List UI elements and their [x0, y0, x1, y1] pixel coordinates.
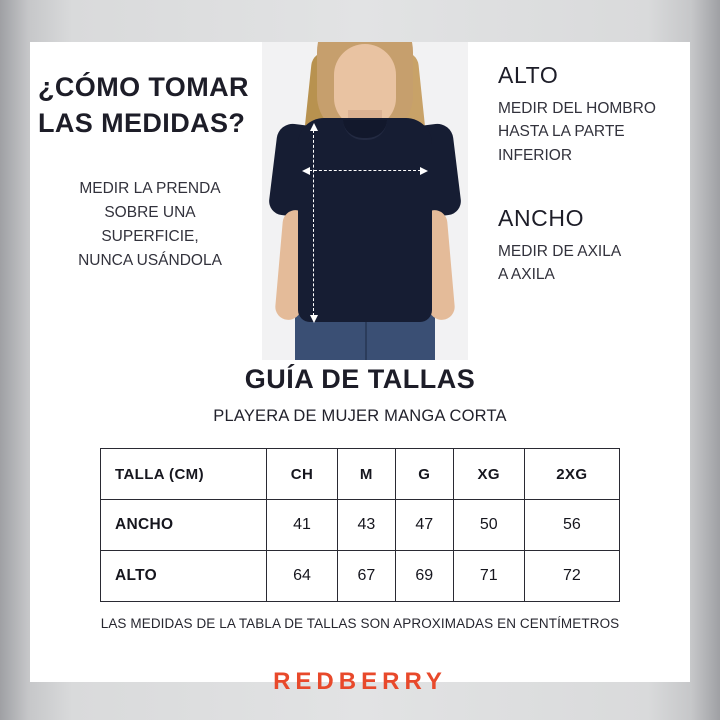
size-table-header-cell: M: [337, 449, 395, 500]
size-table-cell: 64: [267, 551, 338, 602]
tshirt-body: [298, 118, 432, 322]
alto-description-line3: INFERIOR: [498, 146, 573, 164]
size-table-header-cell: CH: [267, 449, 338, 500]
size-guide-section: [30, 364, 690, 631]
how-to-measure-block: [30, 70, 270, 273]
ancho-description: [498, 240, 698, 287]
size-table-header-cell: TALLA (CM): [101, 449, 267, 500]
size-table-header-cell: G: [395, 449, 453, 500]
size-table-cell: 69: [395, 551, 453, 602]
size-guide-card: [30, 42, 690, 682]
size-table-cell: 43: [337, 500, 395, 551]
size-guide-subtitle: PLAYERA DE MUJER MANGA CORTA: [213, 407, 507, 425]
size-table-cell: 72: [524, 551, 619, 602]
alto-description: [498, 97, 698, 167]
size-table-cell: 50: [453, 500, 524, 551]
table-row: [101, 551, 620, 602]
how-to-measure-text-line2: SOBRE UNA: [104, 204, 196, 222]
size-table-note: LAS MEDIDAS DE LA TABLA DE TALLAS SON APROXIMADAS EN CENTÍMETROS: [100, 616, 620, 631]
height-measure-arrow-icon: [313, 130, 315, 316]
how-to-measure-text-line1: MEDIR LA PRENDA: [79, 180, 221, 198]
size-table-cell: 56: [524, 500, 619, 551]
size-table-header-cell: XG: [453, 449, 524, 500]
size-table-cell: 71: [453, 551, 524, 602]
ancho-description-line2: A AXILA: [498, 266, 555, 283]
size-table-row-label: ANCHO: [101, 500, 267, 551]
how-to-measure-heading-line2: LAS MEDIDAS?: [38, 107, 246, 138]
size-table-header-row: [101, 449, 620, 500]
size-table-row-label: ALTO: [101, 551, 267, 602]
size-guide-title: GUÍA DE TALLAS: [244, 364, 476, 394]
how-to-measure-text: [30, 177, 270, 273]
brand-logo: REDBERRY: [273, 668, 447, 695]
ancho-title: ANCHO: [498, 204, 585, 231]
ancho-description-line1: MEDIR DE AXILA: [498, 242, 622, 260]
size-table: [100, 448, 620, 602]
how-to-measure-text-line3: SUPERFICIE,: [101, 228, 199, 246]
size-table-body: [101, 449, 620, 602]
size-table-cell: 41: [267, 500, 338, 551]
alto-title: ALTO: [498, 62, 559, 88]
alto-description-line2: HASTA LA PARTE: [498, 123, 625, 141]
width-measure-arrow-icon: [309, 170, 421, 172]
how-to-measure-text-line4: NUNCA USÁNDOLA: [78, 252, 222, 270]
alto-description-line1: MEDIR DEL HOMBRO: [498, 100, 656, 117]
model-photo: [262, 42, 468, 360]
size-table-cell: 67: [337, 551, 395, 602]
table-row: [101, 500, 620, 551]
measure-definitions-block: [498, 62, 698, 324]
size-table-cell: 47: [395, 500, 453, 551]
how-to-measure-heading: [30, 70, 270, 141]
top-section: [30, 42, 690, 360]
size-table-header-cell: 2XG: [524, 449, 619, 500]
how-to-measure-heading-line1: ¿CÓMO TOMAR: [38, 72, 249, 102]
